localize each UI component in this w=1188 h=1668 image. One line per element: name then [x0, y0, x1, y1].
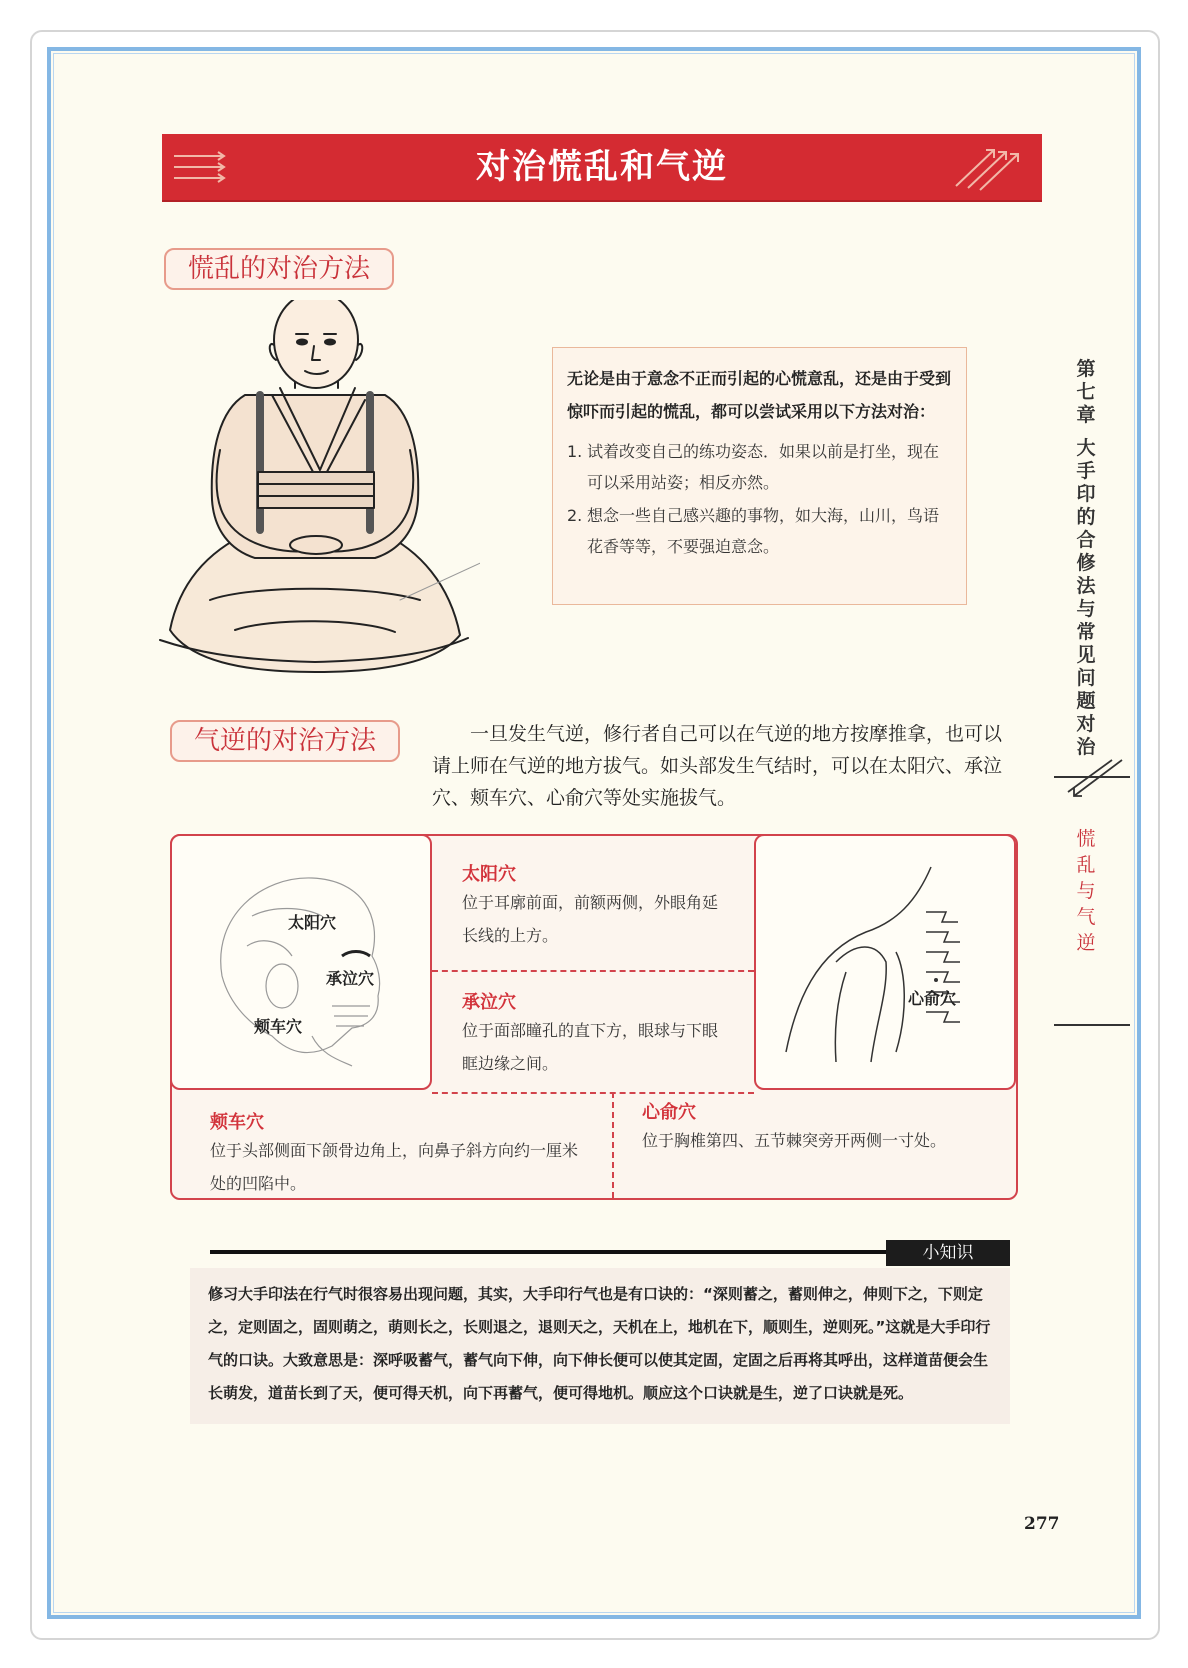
qi-reversal-paragraph: 一旦发生气逆，修行者自己可以在气逆的地方按摩推拿，也可以请上师在气逆的地方拔气。如头部发生气结时，可以在太阳穴、承泣穴、颊车穴、心俞穴等处实施拔气。 — [432, 723, 1003, 809]
back-illustration-card — [754, 834, 1016, 1090]
acupoint-name-xinshu: 心俞穴 — [642, 1102, 696, 1123]
page-number: 277 — [1024, 1514, 1060, 1534]
side-chapter-tab — [1074, 358, 1098, 759]
head-acupoint-illustration — [192, 856, 412, 1076]
label-chengqi: 承泣穴 — [326, 969, 375, 988]
back-acupoint-illustration — [776, 852, 996, 1076]
section-heading-qi-reversal: 气逆的对治方法 — [170, 720, 400, 762]
tips-label: 小知识 — [886, 1240, 1010, 1266]
callout-item-2 — [567, 500, 952, 562]
divider — [612, 1092, 614, 1198]
tips-text: 修习大手印法在行气时很容易出现问题，其实，大手印行气也是有口诀的：“深则蓄之，蓄则伸之，伸则下之，下则定之，定则固之，固则萌之，萌则长之，长则退之，退则天之，天机在上，地机在下，顺则生，逆则死。”这就是大手印行气的口诀。大致意思是：深呼吸蓄气，蓄气向下伸，向下伸长便可以使其定固，定固之后再将其呼出，这样道苗便会生长萌发，道苗长到了天，便可得天机，向下再蓄气，便可得地机。顺应这个口诀就是生，逆了口诀就是死。 — [190, 1268, 1010, 1424]
callout-item-text: 试着改变自己的练功姿态．如果以前是打坐，现在可以采用站姿；相反亦然。 — [587, 442, 940, 492]
section-heading-panic: 慌乱的对治方法 — [164, 248, 394, 290]
side-arrows-icon — [1066, 756, 1126, 802]
chapter-number: 第七章 — [1076, 358, 1096, 426]
divider — [432, 970, 754, 972]
head-illustration-card — [170, 834, 432, 1090]
label-taiyang: 太阳穴 — [288, 913, 337, 932]
acupoint-desc-xinshu: 位于胸椎第四、五节棘突旁开两侧一寸处。 — [642, 1131, 947, 1150]
chapter-title: 大手印的合修法与常见问题对治 — [1076, 437, 1096, 758]
title-banner — [162, 134, 1042, 200]
side-rule — [1054, 1024, 1130, 1026]
acupoint-name-jiache: 颊车穴 — [210, 1112, 264, 1133]
divider — [432, 1092, 754, 1094]
acupoint-name-chengqi: 承泣穴 — [462, 992, 516, 1013]
callout-intro: 无论是由于意念不正而引起的心慌意乱，还是由于受到惊吓而引起的慌乱，都可以尝试采用以下方法对治： — [567, 369, 952, 421]
page-title: 对治慌乱和气逆 — [476, 147, 728, 187]
acupoint-desc-chengqi: 位于面部瞳孔的直下方，眼球与下眼眶边缘之间。 — [462, 1021, 719, 1073]
callout-item-text: 想念一些自己感兴趣的事物，如大海，山川，鸟语花香等等，不要强迫意念。 — [587, 506, 940, 556]
acupoint-desc-taiyang: 位于耳廓前面，前额两侧，外眼角延长线的上方。 — [462, 893, 719, 945]
side-section-label: 慌乱与气逆 — [1076, 828, 1096, 954]
callout-item-number: 1. — [567, 442, 583, 461]
acupoint-desc-jiache: 位于头部侧面下颌骨边角上，向鼻子斜方向约一厘米处的凹陷中。 — [210, 1141, 579, 1193]
callout-item-1 — [567, 436, 952, 498]
panic-remedy-callout — [552, 347, 967, 605]
label-xinshu: 心俞穴 — [908, 989, 957, 1008]
acupoint-name-taiyang: 太阳穴 — [462, 864, 516, 885]
label-jiache: 颊车穴 — [254, 1017, 303, 1036]
meditating-monk-illustration — [150, 300, 480, 695]
callout-item-number: 2. — [567, 506, 583, 525]
